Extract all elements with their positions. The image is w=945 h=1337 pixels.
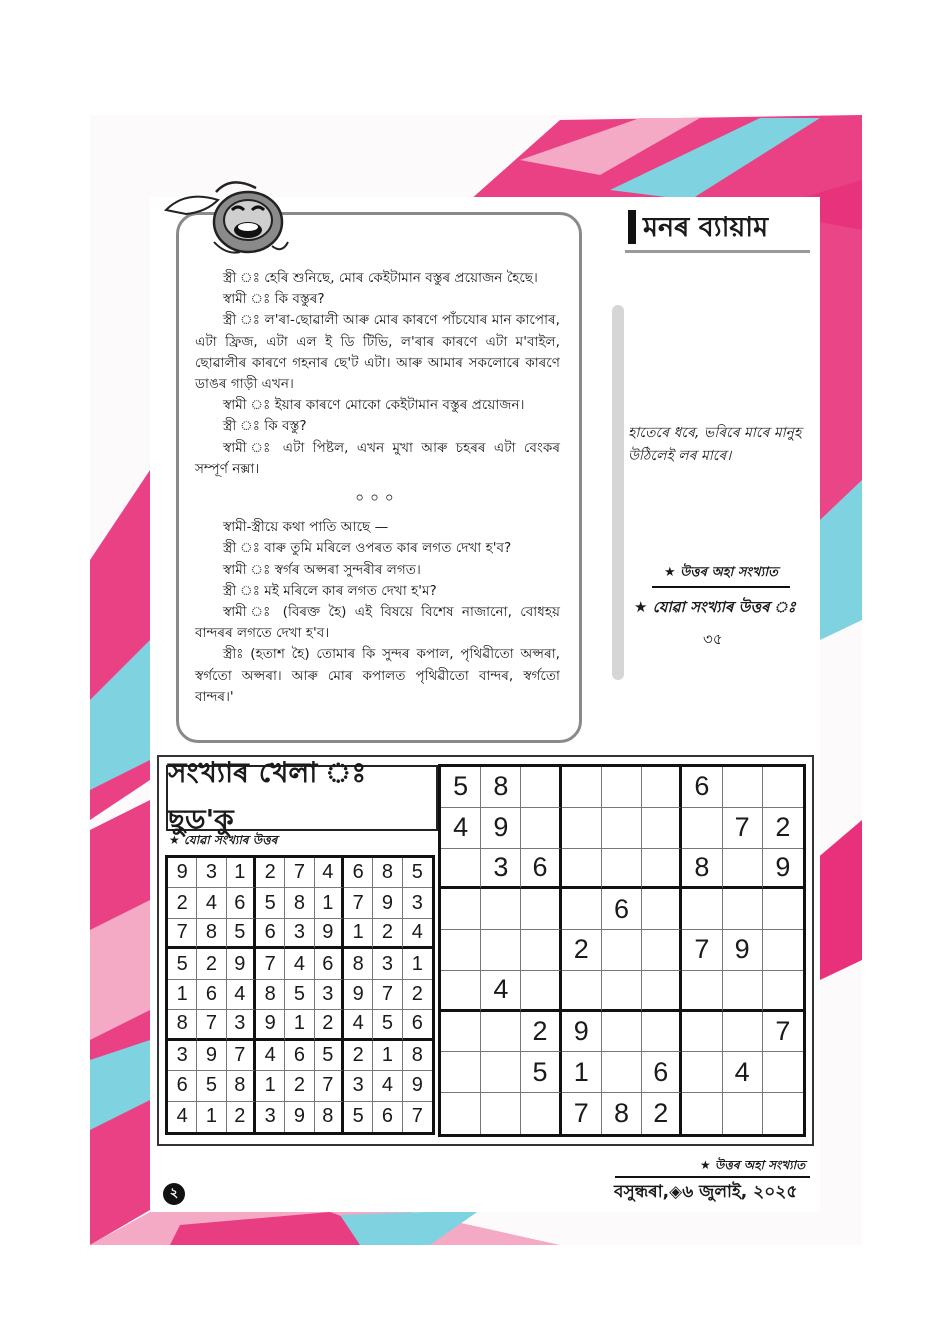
solution-cell: 1 — [373, 1041, 402, 1071]
joke-line: স্বামী ঃ (বিৰক্ত হৈ) এই বিষয়ে বিশেষ নাজানো, বোধহয় বান্দৰৰ লগতে দেখা হ'ব। — [195, 604, 560, 642]
solution-cell: 7 — [285, 858, 314, 888]
sudoku-cell[interactable] — [562, 849, 602, 890]
solution-cell: 3 — [256, 1102, 285, 1132]
solution-cell: 1 — [256, 1071, 285, 1101]
solution-cell: 5 — [168, 949, 197, 979]
solution-cell: 6 — [403, 1010, 432, 1040]
solution-cell: 9 — [403, 1071, 432, 1101]
sudoku-cell[interactable]: 7 — [562, 1093, 602, 1134]
sudoku-cell[interactable]: 4 — [441, 808, 481, 849]
vertical-bar — [612, 305, 624, 680]
sudoku-cell[interactable]: 8 — [481, 767, 521, 808]
solution-cell: 8 — [256, 980, 285, 1010]
sudoku-cell[interactable] — [602, 930, 642, 971]
sudoku-cell[interactable] — [763, 767, 803, 808]
sudoku-cell[interactable] — [521, 767, 561, 808]
solution-cell: 3 — [227, 1010, 256, 1040]
sudoku-cell[interactable]: 8 — [602, 1093, 642, 1134]
sudoku-cell[interactable]: 9 — [562, 1012, 602, 1053]
solution-cell: 5 — [197, 1071, 226, 1101]
riddle-text: হাতেৰে ধৰে, ভৰিৰে মাৰে মানুহ উঠিলেই লৰ মাৰে। — [628, 425, 802, 464]
solution-cell: 8 — [227, 1071, 256, 1101]
solution-cell: 1 — [403, 949, 432, 979]
joke-line: স্বামী-স্ত্ৰীয়ে কথা পাতি আছে — — [223, 519, 389, 536]
solution-cell: 9 — [285, 1102, 314, 1132]
sudoku-cell[interactable]: 5 — [441, 767, 481, 808]
solution-cell: 3 — [285, 919, 314, 949]
sudoku-cell[interactable]: 1 — [562, 1052, 602, 1093]
laughing-mascot-icon — [156, 170, 291, 260]
solution-cell: 7 — [227, 1041, 256, 1071]
joke-line: স্বামী ঃ কি বস্তুৰ? — [223, 291, 325, 308]
solution-cell: 1 — [197, 1102, 226, 1132]
solution-cell: 4 — [315, 858, 344, 888]
sudoku-cell[interactable] — [481, 1012, 521, 1053]
solution-cell: 2 — [197, 949, 226, 979]
solution-cell: 7 — [344, 888, 373, 918]
solution-cell: 3 — [403, 888, 432, 918]
solution-cell: 4 — [227, 980, 256, 1010]
solution-cell: 5 — [344, 1102, 373, 1132]
sudoku-cell[interactable]: 6 — [642, 1052, 682, 1093]
solution-cell: 2 — [227, 1102, 256, 1132]
sudoku-grid — [438, 764, 806, 1137]
solution-cell: 7 — [411, 1105, 423, 1128]
solution-cell: 4 — [373, 1071, 402, 1101]
sudoku-cell[interactable] — [682, 971, 722, 1012]
sudoku-cell[interactable] — [441, 971, 481, 1012]
sudoku-cell[interactable]: 4 — [723, 1052, 763, 1093]
sudoku-cell[interactable]: 7 — [723, 808, 763, 849]
solution-cell: 4 — [197, 888, 226, 918]
sudoku-cell[interactable] — [642, 1012, 682, 1053]
answer-label: ★ যোৱা সংখ্যাৰ উত্তৰ ঃ — [634, 598, 796, 616]
solution-cell: 1 — [227, 858, 256, 888]
answer-value: ৩৫ — [703, 630, 723, 648]
solution-cell: 6 — [227, 888, 256, 918]
joke-text — [195, 268, 560, 708]
sudoku-cell[interactable] — [602, 1012, 642, 1053]
solution-cell: 3 — [168, 1041, 197, 1071]
sudoku-cell[interactable]: 6 — [521, 849, 561, 890]
sudoku-cell[interactable]: 6 — [682, 767, 722, 808]
joke-line: স্ত্ৰী ঃ মই মৰিলে কাৰ লগত দেখা হ'ম? — [223, 582, 437, 599]
solution-grid — [165, 855, 435, 1135]
sudoku-cell[interactable] — [481, 1093, 521, 1134]
solution-cell: 6 — [315, 949, 344, 979]
solution-cell: 8 — [403, 1041, 432, 1071]
solution-cell: 6 — [168, 1071, 197, 1101]
sudoku-cell[interactable] — [441, 889, 481, 930]
sudoku-cell[interactable] — [723, 971, 763, 1012]
sudoku-cell[interactable] — [521, 971, 561, 1012]
sudoku-cell[interactable]: 5 — [521, 1052, 561, 1093]
solution-cell: 3 — [197, 858, 226, 888]
solution-cell: 2 — [344, 1041, 373, 1071]
sudoku-cell[interactable]: 7 — [763, 1012, 803, 1053]
solution-cell: 7 — [168, 919, 197, 949]
sudoku-cell[interactable] — [682, 1012, 722, 1053]
solution-cell: 8 — [197, 919, 226, 949]
sudoku-cell[interactable] — [763, 1093, 803, 1134]
joke-line: স্বামী ঃ এটা পিষ্টল, এখন মুখা আৰু চহৰৰ এটা বেংকৰ সম্পূৰ্ণ নক্সা। — [195, 439, 560, 477]
sudoku-cell[interactable] — [441, 1093, 481, 1134]
solution-cell: 5 — [373, 1010, 402, 1040]
solution-label: ★ যোৱা সংখ্যাৰ উত্তৰ — [169, 833, 278, 847]
sudoku-cell[interactable] — [602, 808, 642, 849]
solution-cell: 3 — [373, 949, 402, 979]
solution-cell: 5 — [315, 1041, 344, 1071]
solution-cell: 2 — [373, 919, 402, 949]
solution-cell: 4 — [403, 919, 432, 949]
sudoku-cell[interactable] — [642, 889, 682, 930]
sudoku-cell[interactable] — [642, 767, 682, 808]
joke-line: স্ত্ৰী ঃ কি বস্তু? — [223, 418, 307, 435]
sudoku-cell[interactable]: 6 — [602, 889, 642, 930]
answer-note: ★ উত্তৰ অহা সংখ্যাত — [664, 565, 778, 580]
sudoku-cell[interactable]: 9 — [763, 849, 803, 890]
solution-cell: 7 — [315, 1071, 344, 1101]
sudoku-cell[interactable] — [481, 1052, 521, 1093]
sudoku-cell[interactable] — [723, 1012, 763, 1053]
solution-cell: 1 — [285, 1010, 314, 1040]
solution-cell: 1 — [168, 980, 197, 1010]
sudoku-cell[interactable] — [602, 971, 642, 1012]
solution-cell: 4 — [344, 1010, 373, 1040]
solution-cell: 8 — [168, 1010, 197, 1040]
solution-cell: 3 — [344, 1071, 373, 1101]
solution-cell: 4 — [285, 949, 314, 979]
solution-cell: 5 — [227, 919, 256, 949]
sudoku-cell[interactable]: 8 — [682, 849, 722, 890]
sudoku-cell[interactable] — [723, 1093, 763, 1134]
sudoku-cell[interactable] — [642, 849, 682, 890]
sudoku-cell[interactable]: 9 — [723, 930, 763, 971]
solution-cell: 5 — [403, 858, 432, 888]
solution-cell: 9 — [197, 1041, 226, 1071]
solution-cell: 9 — [168, 858, 197, 888]
sudoku-cell[interactable] — [521, 1093, 561, 1134]
solution-cell: 3 — [315, 980, 344, 1010]
sudoku-cell[interactable] — [642, 808, 682, 849]
solution-cell: 7 — [256, 949, 285, 979]
sudoku-cell[interactable]: 9 — [481, 808, 521, 849]
sudoku-cell[interactable] — [562, 889, 602, 930]
solution-cell: 6 — [197, 980, 226, 1010]
sudoku-cell[interactable] — [521, 889, 561, 930]
joke-line: স্বামী ঃ ইয়াৰ কাৰণে মোকো কেইটামান বস্তুৰ প্ৰয়োজন। — [223, 397, 525, 414]
solution-cell: 4 — [256, 1041, 285, 1071]
joke-line: স্বামী ঃ স্বৰ্গৰ অপ্সৰা সুন্দৰীৰ লগত। — [223, 561, 421, 578]
solution-cell: 8 — [315, 1102, 344, 1132]
sudoku-cell[interactable]: 2 — [521, 1012, 561, 1053]
sudoku-cell[interactable]: 3 — [481, 849, 521, 890]
sudoku-cell[interactable]: 2 — [642, 1093, 682, 1134]
sudoku-cell[interactable] — [682, 1093, 722, 1134]
solution-cell: 2 — [403, 980, 432, 1010]
solution-cell: 7 — [373, 980, 402, 1010]
sudoku-cell[interactable] — [562, 767, 602, 808]
solution-cell: 6 — [256, 919, 285, 949]
sudoku-cell[interactable] — [763, 1052, 803, 1093]
footer-note: ★ উত্তৰ অহা সংখ্যাত — [700, 1158, 806, 1172]
solution-cell: 6 — [373, 1102, 402, 1132]
solution-cell: 6 — [285, 1041, 314, 1071]
sudoku-cell[interactable] — [521, 808, 561, 849]
sudoku-cell[interactable] — [763, 889, 803, 930]
sudoku-cell[interactable]: 7 — [682, 930, 722, 971]
solution-cell: 1 — [315, 888, 344, 918]
solution-cell: 7 — [197, 1010, 226, 1040]
solution-cell: 2 — [285, 1071, 314, 1101]
solution-cell: 1 — [344, 919, 373, 949]
sudoku-cell[interactable]: 4 — [481, 971, 521, 1012]
solution-cell: 2 — [315, 1010, 344, 1040]
game-title: সংখ্যাৰ খেলা ঃ ছুড'কু — [166, 765, 438, 831]
sudoku-cell[interactable] — [723, 849, 763, 890]
solution-cell: 2 — [168, 888, 197, 918]
sudoku-cell[interactable] — [441, 849, 481, 890]
sudoku-cell[interactable] — [441, 1012, 481, 1053]
sudoku-cell[interactable] — [763, 971, 803, 1012]
sudoku-cell[interactable] — [682, 808, 722, 849]
solution-cell: 8 — [285, 888, 314, 918]
sudoku-cell[interactable] — [723, 767, 763, 808]
sudoku-cell[interactable] — [521, 930, 561, 971]
answer-rule — [652, 586, 790, 588]
sudoku-cell[interactable] — [682, 1052, 722, 1093]
solution-cell: 9 — [227, 949, 256, 979]
joke-separator: ০০০ — [355, 490, 400, 507]
sudoku-cell[interactable] — [642, 930, 682, 971]
footer-rule — [615, 1176, 810, 1178]
sudoku-cell[interactable] — [562, 808, 602, 849]
solution-cell: 2 — [256, 858, 285, 888]
sudoku-cell[interactable] — [441, 1052, 481, 1093]
sudoku-cell[interactable] — [682, 889, 722, 930]
solution-cell: 9 — [256, 1010, 285, 1040]
solution-cell: 8 — [344, 949, 373, 979]
footer-date: বসুন্ধৰা,◈৬ জুলাই, ২০২৫ — [614, 1182, 798, 1202]
solution-cell: 8 — [373, 858, 402, 888]
sudoku-cell[interactable]: 2 — [562, 930, 602, 971]
solution-cell: 9 — [344, 980, 373, 1010]
joke-line: স্ত্ৰীঃ (হতাশ হৈ) তোমাৰ কি সুন্দৰ কপাল, পৃথিৱীতো অপ্সৰা, স্বৰ্গতো অপ্সৰা। আৰু মোৰ কপালত পৃথিৱীতো বান্দৰ, স্বৰ্গতো বান্দৰ।' — [195, 646, 560, 705]
solution-cell: 9 — [315, 919, 344, 949]
sudoku-cell[interactable] — [441, 930, 481, 971]
title-bar — [628, 210, 636, 244]
joke-line: স্ত্ৰী ঃ হেৰি শুনিছে, মোৰ কেইটামান বস্তুৰ প্ৰয়োজন হৈছে। — [223, 270, 538, 286]
sudoku-cell[interactable] — [763, 930, 803, 971]
solution-cell: 4 — [168, 1102, 197, 1132]
sudoku-cell[interactable] — [602, 849, 642, 890]
page-number: ২ — [163, 1183, 185, 1205]
sudoku-cell[interactable] — [723, 889, 763, 930]
joke-line: স্ত্ৰী ঃ বাৰু তুমি মৰিলে ওপৰত কাৰ লগত দেখা হ'ব? — [223, 540, 512, 557]
solution-cell: 5 — [256, 888, 285, 918]
solution-cell: 9 — [373, 888, 402, 918]
solution-cell: 6 — [344, 858, 373, 888]
sudoku-cell[interactable] — [562, 971, 602, 1012]
sudoku-cell[interactable] — [481, 930, 521, 971]
sudoku-cell[interactable]: 2 — [763, 808, 803, 849]
joke-line: স্ত্ৰী ঃ ল'ৰা-ছোৱালী আৰু মোৰ কাৰণে পাঁচযোৰ মান কাপোৰ, এটা ফ্ৰিজ, এটা এল ই ডি টিভি, ল'ৰাৰ কাৰণে এটা ম'বাইল, ছোৱালীৰ কাৰণে গহনাৰ ছে'ট এটা। আৰু আমাৰ সকলোৰে কাৰণে ডাঙৰ গাড়ী এখন। — [195, 312, 560, 393]
title-rule — [625, 250, 810, 253]
sudoku-cell[interactable] — [642, 971, 682, 1012]
solution-cell: 5 — [285, 980, 314, 1010]
sudoku-cell[interactable] — [602, 767, 642, 808]
section-title: মনৰ ব্যায়াম — [643, 212, 769, 243]
sudoku-cell[interactable] — [602, 1052, 642, 1093]
sudoku-cell[interactable] — [481, 889, 521, 930]
